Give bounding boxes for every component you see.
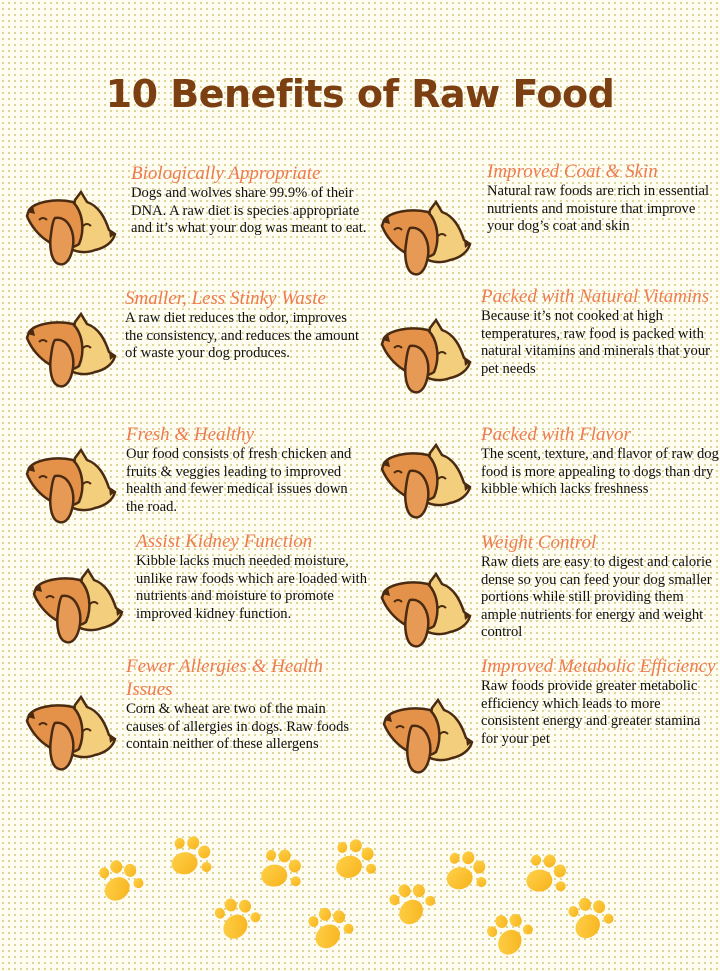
benefit-description: Because it’s not cooked at high temperatures, raw food is packed with natural vitamins and minerals that your pet needs [481,308,710,377]
benefit-description: A raw diet reduces the odor, improves the consistency, and reduces the amount of waste your dog produces. [125,310,360,362]
benefit-description: Dogs and wolves share 99.9% of their DNA. A raw diet is species appropriate and it’s what your dog was meant to eat. [131,185,367,237]
dog-and-cat-face-icon [25,695,117,773]
benefit-heading: Smaller, Less Stinky Waste [125,288,326,309]
dog-and-cat-face-icon [25,312,117,390]
paw-print-icon [479,901,545,967]
page-title: 10 Benefits of Raw Food [105,72,615,116]
paw-print-icon [251,841,313,903]
paw-print-icon [382,872,446,936]
benefit-heading: Fewer Allergies & Health Issues [126,656,323,700]
dog-and-cat-face-icon [380,318,472,396]
benefit-item [481,423,720,499]
dog-and-cat-face-icon [380,572,472,650]
benefit-heading: Fresh & Healthy [126,424,255,445]
paw-print-icon [563,890,622,949]
paw-print-icon [328,834,384,890]
benefit-heading: Assist Kidney Function [136,531,313,552]
dog-and-cat-face-icon [380,200,472,278]
benefit-heading: Packed with Natural Vitamins [481,286,710,307]
dog-and-cat-face-icon [25,448,117,526]
benefit-description: Kibble lacks much needed moisture, unlike raw foods which are loaded with nutrients and moisture to promote improved kidney function. [136,553,367,622]
benefit-item [126,423,366,516]
benefit-description: The scent, texture, and flavor of raw dog food is more appealing to dogs than dry kibble which lacks freshness [481,446,719,498]
paw-print-icon [208,888,270,950]
benefit-heading: Improved Metabolic Efficiency [481,656,716,677]
benefit-item [481,655,720,748]
dog-and-cat-face-icon [32,568,124,646]
benefit-item [481,531,720,642]
benefit-item [487,160,720,236]
benefit-description: Natural raw foods are rich in essential nutrients and moisture that improve your dog’s coat and skin [487,183,710,235]
paw-print-icon [438,845,497,904]
benefit-heading: Improved Coat & Skin [487,161,658,182]
benefit-item [136,530,376,623]
dog-and-cat-face-icon [382,698,474,776]
benefit-heading: Biologically Appropriate [131,163,321,184]
benefit-description: Corn & wheat are two of the main causes of allergies in dogs. Raw foods contain neither of these allergens [126,701,350,753]
benefit-item [125,287,365,363]
paw-print-icon [163,830,222,889]
dog-and-cat-face-icon [25,190,117,268]
benefit-description: Our food consists of fresh chicken and fruits & veggies leading to improved health and fewer medical issues down the road. [126,446,352,515]
dog-and-cat-face-icon [380,443,472,521]
paw-print-icon [516,846,578,908]
benefit-description: Raw diets are easy to digest and calorie dense so you can feed your dog smaller portions while still providing them ample nutrients for energy and weight control [481,554,712,641]
benefit-heading: Packed with Flavor [481,424,631,445]
benefit-item [131,162,371,238]
paw-print-icon [303,900,362,959]
benefit-description: Raw foods provide greater metabolic efficiency which leads to more consistent energy and greater stamina for your pet [481,678,701,747]
benefit-item [481,285,720,378]
benefit-item [126,655,366,754]
paw-print-icon [94,854,150,910]
benefit-heading: Weight Control [481,532,597,553]
